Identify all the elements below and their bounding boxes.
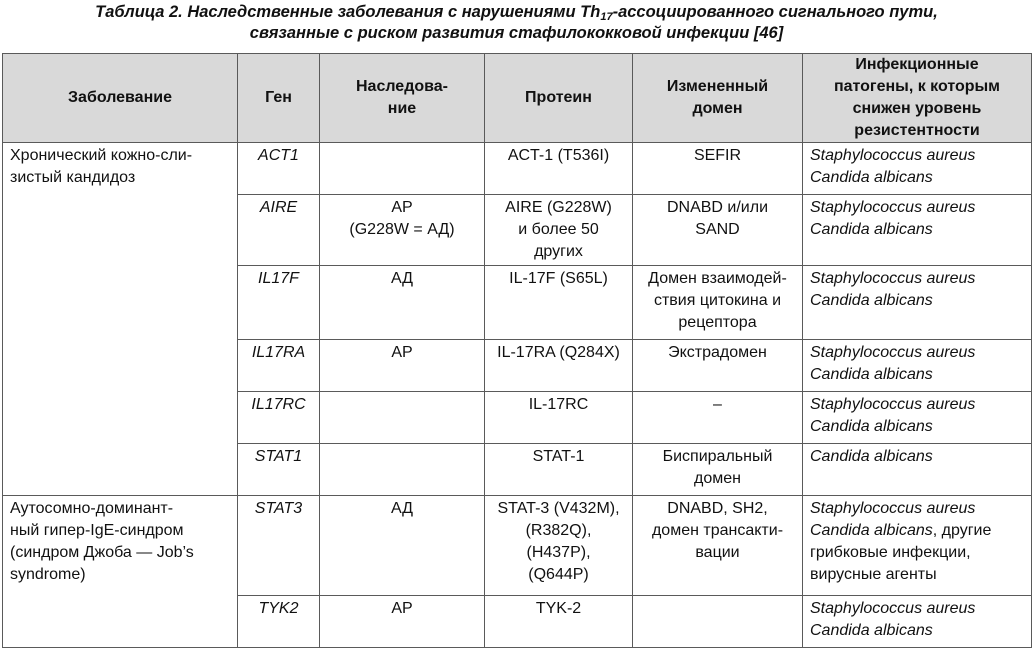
disease-cell-cmc: Хронический кожно-сли- зистый кандидоз [3, 143, 238, 195]
inheritance-cell [320, 392, 485, 444]
pathogens-cell: Candida albicans [803, 444, 1032, 496]
table-row [3, 143, 1032, 195]
inheritance-cell: АР [320, 340, 485, 392]
table-caption [0, 2, 1033, 44]
pathogens-cell: Staphylococcus aureus Candida albicans [803, 596, 1032, 648]
pathogens-cell: Staphylococcus aureus Candida albicans [803, 195, 1032, 266]
domain-cell: SEFIR [633, 143, 803, 195]
table-row [3, 496, 1032, 596]
disease-cell-continued [3, 266, 238, 340]
gene-cell: IL17RC [238, 392, 320, 444]
pathogens-cell: Staphylococcus aureus Candida albicans [803, 266, 1032, 340]
caption-text: -ассоциированного сигнального пути, [612, 3, 938, 21]
header-gene: Ген [238, 54, 320, 143]
protein-cell: ACT-1 (T536I) [485, 143, 633, 195]
inheritance-cell [320, 143, 485, 195]
gene-cell: STAT1 [238, 444, 320, 496]
inheritance-cell: АР (G228W = АД) [320, 195, 485, 266]
domain-cell: Домен взаимодей- ствия цитокина и рецептора [633, 266, 803, 340]
disease-cell-continued [3, 444, 238, 496]
disease-cell-continued [3, 596, 238, 648]
table-row [3, 340, 1032, 392]
domain-cell: DNABD и/или SAND [633, 195, 803, 266]
protein-cell: STAT-3 (V432M), (R382Q), (H437P), (Q644P) [485, 496, 633, 596]
caption-line-1 [0, 2, 1033, 23]
disease-cell-continued [3, 195, 238, 266]
table-row [3, 392, 1032, 444]
domain-cell: Экстрадомен [633, 340, 803, 392]
caption-line-2: связанные с риском развития стафилококковой инфекции [46] [249, 24, 784, 42]
pathogens-cell: Staphylococcus aureus Candida albicans [803, 392, 1032, 444]
header-pathogens: Инфекционные патогены, к которым снижен уровень резистентности [803, 54, 1032, 143]
gene-cell: AIRE [238, 195, 320, 266]
gene-cell: IL17RA [238, 340, 320, 392]
domain-cell: DNABD, SH2, домен трансакти- вации [633, 496, 803, 596]
inheritance-cell [320, 444, 485, 496]
header-domain: Измененный домен [633, 54, 803, 143]
protein-cell: IL-17RC [485, 392, 633, 444]
inheritance-cell: АД [320, 496, 485, 596]
protein-cell: IL-17F (S65L) [485, 266, 633, 340]
protein-cell: IL-17RA (Q284X) [485, 340, 633, 392]
pathogens-cell: Staphylococcus aureus Candida albicans, другие грибковые инфекции, вирусные агенты [803, 496, 1032, 596]
header-protein: Протеин [485, 54, 633, 143]
diseases-table [2, 53, 1032, 648]
disease-cell-continued [3, 340, 238, 392]
protein-cell: AIRE (G228W) и более 50 других [485, 195, 633, 266]
header-inheritance: Наследова- ние [320, 54, 485, 143]
inheritance-cell: АР [320, 596, 485, 648]
pathogens-cell: Staphylococcus aureus Candida albicans [803, 143, 1032, 195]
header-disease: Заболевание [3, 54, 238, 143]
table-row [3, 444, 1032, 496]
domain-cell: – [633, 392, 803, 444]
gene-cell: ACT1 [238, 143, 320, 195]
gene-cell: IL17F [238, 266, 320, 340]
table-row [3, 596, 1032, 648]
inheritance-cell: АД [320, 266, 485, 340]
domain-cell: Биспиральный домен [633, 444, 803, 496]
caption-subscript: 17 [600, 11, 613, 23]
protein-cell: TYK-2 [485, 596, 633, 648]
gene-cell: STAT3 [238, 496, 320, 596]
caption-text: Таблица 2. Наследственные заболевания с нарушениями Th [95, 3, 601, 21]
domain-cell [633, 596, 803, 648]
table-row [3, 195, 1032, 266]
disease-cell-hies: Аутосомно-доминант- ный гипер-IgE-синдром (синдром Джоба — Job’s syndrome) [3, 496, 238, 596]
gene-cell: TYK2 [238, 596, 320, 648]
table-header-row [3, 54, 1032, 143]
table-row [3, 266, 1032, 340]
protein-cell: STAT-1 [485, 444, 633, 496]
pathogens-cell: Staphylococcus aureus Candida albicans [803, 340, 1032, 392]
disease-cell-continued [3, 392, 238, 444]
